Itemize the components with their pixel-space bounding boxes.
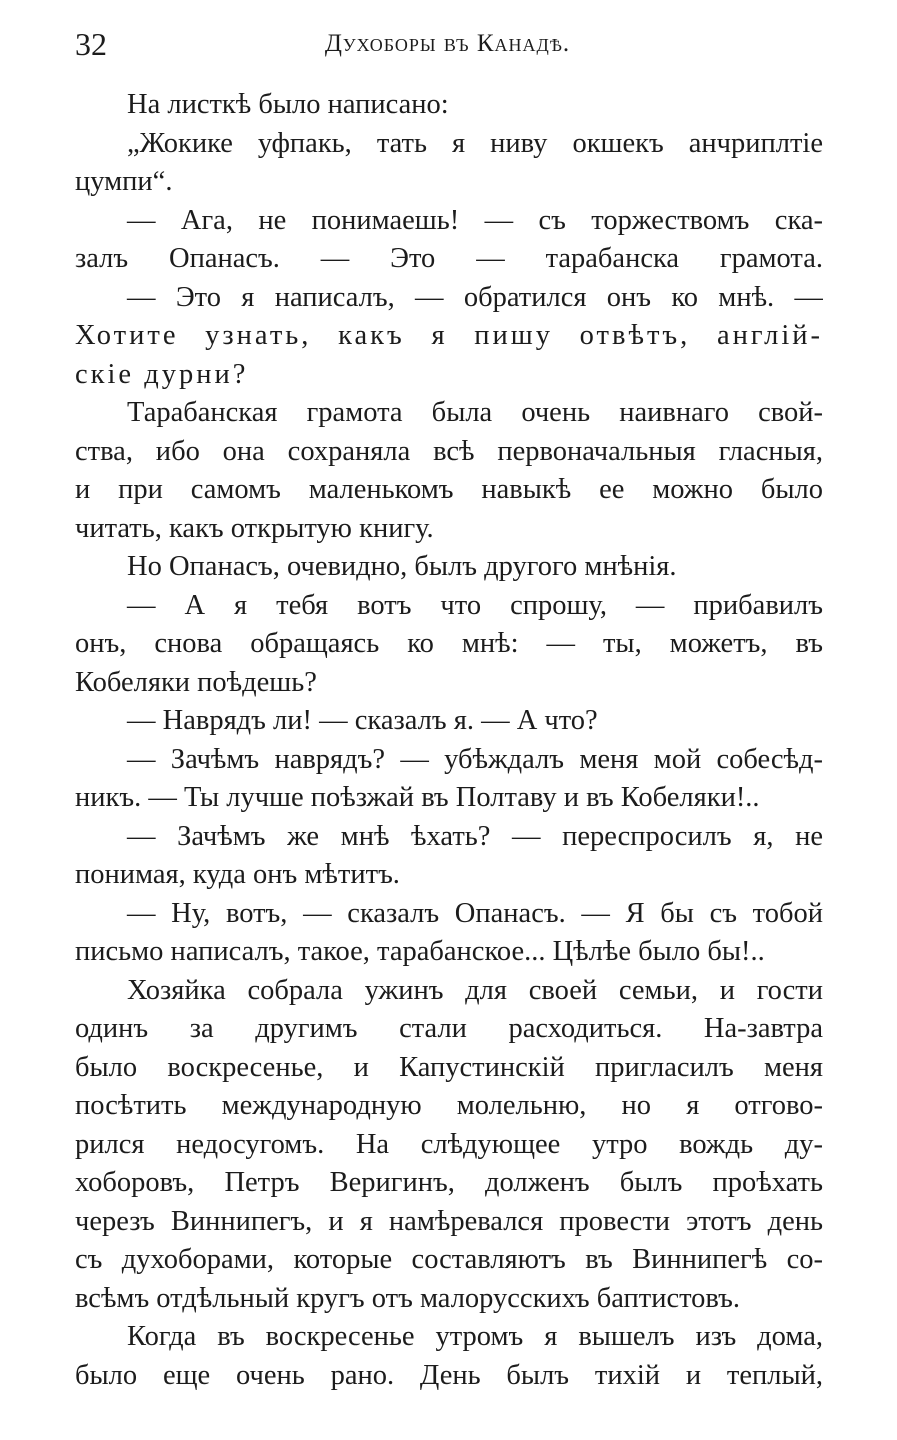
text-line: скіе дурни?: [75, 358, 249, 390]
text-line: — Наврядъ ли! — сказалъ я. — А что?: [127, 705, 598, 736]
text-line: — Это я написалъ, — обратился онъ ко мнѣ. —: [127, 281, 823, 313]
running-title: Духоборы въ Канадѣ.: [324, 30, 571, 57]
text-line: ства, ибо она сохраняла всѣ первоначальныя гласныя,: [75, 435, 823, 467]
text-line: одинъ за другимъ стали расходиться. На-завтра: [75, 1013, 823, 1044]
text-line: — Ну, вотъ, — сказалъ Опанасъ. — Я бы съ тобой: [127, 897, 823, 929]
text-line: Хозяйка собрала ужинъ для своей семьи, и гости: [127, 974, 823, 1006]
text-line: всѣмъ отдѣльный кругъ отъ малорусскихъ баптистовъ.: [75, 1282, 741, 1314]
running-head: [75, 24, 820, 64]
text-line: цумпи“.: [75, 166, 173, 197]
text-line: хоборовъ, Петръ Веригинъ, долженъ былъ проѣхать: [75, 1167, 823, 1198]
body-text: [75, 86, 823, 1395]
text-line: и при самомъ маленькомъ навыкѣ ее можно было: [75, 474, 823, 505]
text-line: рился недосугомъ. На слѣдующее утро вождь ду-: [75, 1128, 823, 1160]
text-line: было воскресенье, и Капустинскій пригласилъ меня: [75, 1051, 823, 1083]
text-line: съ духоборами, которые составляютъ въ Виннипегѣ со-: [75, 1244, 823, 1275]
page-number: 32: [75, 26, 107, 62]
text-line: Когда въ воскресенье утромъ я вышелъ изъ дома,: [127, 1321, 823, 1352]
text-line: Хотите узнать, какъ я пишу отвѣтъ, англій-: [75, 320, 823, 351]
text-line: читать, какъ открытую книгу.: [75, 512, 434, 544]
text-line: никъ. — Ты лучше поѣзжай въ Полтаву и въ Кобеляки!..: [75, 782, 760, 813]
text-line: Тарабанская грамота была очень наивнаго свой-: [127, 397, 823, 428]
text-line: понимая, куда онъ мѣтитъ.: [75, 859, 400, 890]
text-line: Но Опанасъ, очевидно, былъ другого мнѣнія.: [127, 551, 677, 582]
text-line: письмо написалъ, такое, тарабанское... Цѣлѣе было бы!..: [75, 936, 765, 967]
text-line: — Ага, не понимаешь! — съ торжествомъ ска-: [127, 204, 823, 236]
text-line: было еще очень рано. День былъ тихій и теплый,: [75, 1359, 823, 1391]
text-line: Кобеляки поѣдешь?: [75, 666, 317, 698]
text-line: залъ Опанасъ. — Это — тарабанска грамота.: [75, 243, 823, 274]
text-line: — А я тебя вотъ что спрошу, — прибавилъ: [127, 589, 823, 621]
text-line: онъ, снова обращаясь ко мнѣ: — ты, можетъ, въ: [75, 628, 823, 659]
text-line: „Жокике уфпакь, тать я ниву окшекъ анчриплтіе: [127, 127, 823, 159]
text-line: посѣтить международную молельню, но я отгово-: [75, 1090, 823, 1121]
text-line: черезъ Виннипегъ, и я намѣревался провести этотъ день: [75, 1205, 823, 1237]
text-line: — Зачѣмъ же мнѣ ѣхать? — переспросилъ я, не: [127, 820, 823, 852]
text-line: — Зачѣмъ наврядъ? — убѣждалъ меня мой собесѣд-: [127, 743, 823, 775]
text-line: На листкѣ было написано:: [127, 89, 449, 120]
